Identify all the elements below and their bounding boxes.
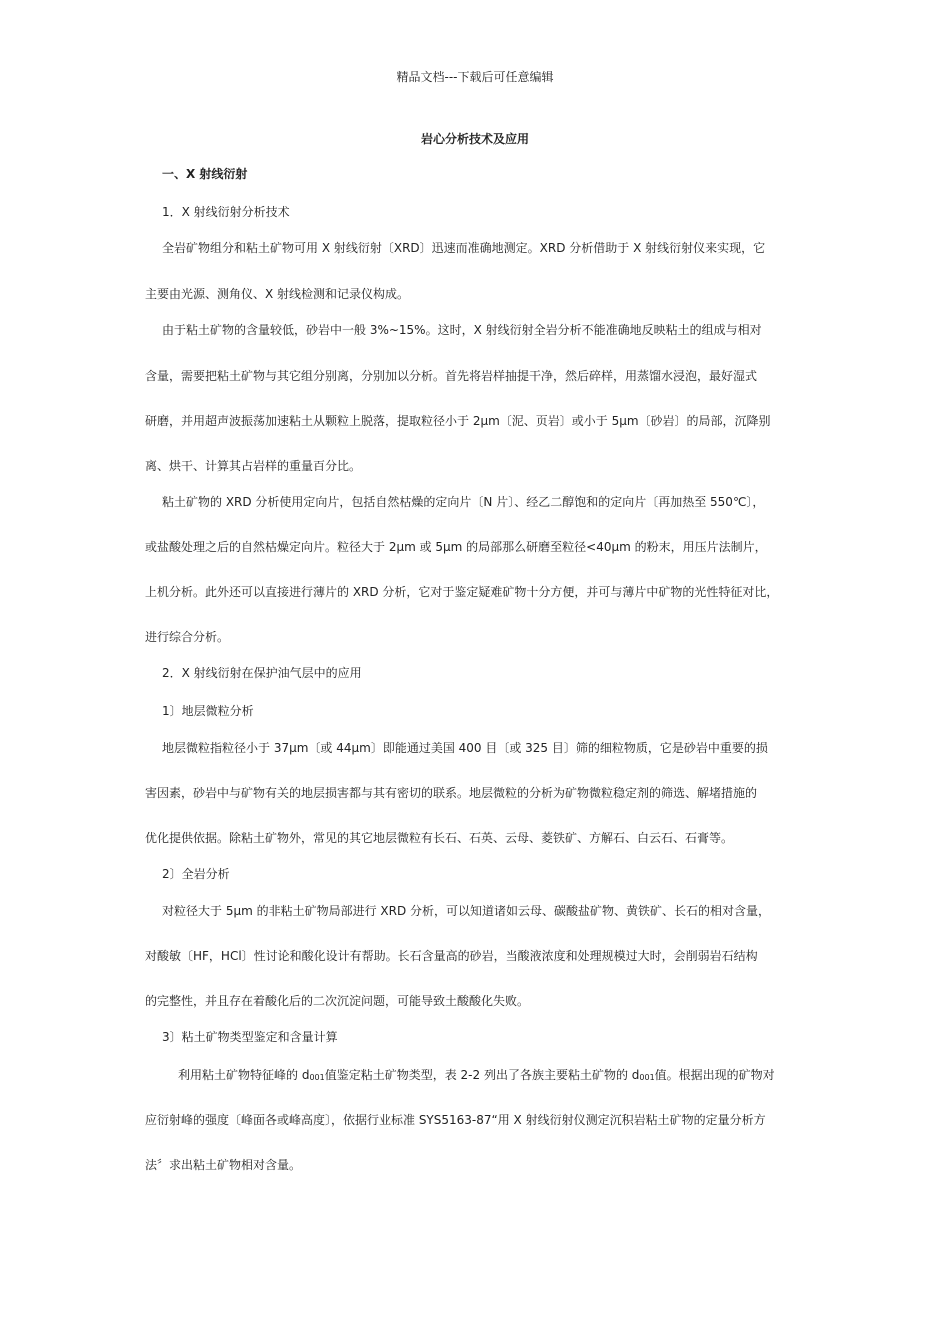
paragraph-6-line-1 xyxy=(178,1067,775,1086)
paragraph-2-line-3: 研磨，并用超声波振荡加速粘土从颗粒上脱落，提取粒径小于 2μm〔泥、页岩〕或小于 5μm〔砂岩〕的局部，沉降别 xyxy=(145,414,771,428)
paragraph-6-line-3: 法〞求出粘土矿物相对含量。 xyxy=(145,1158,302,1172)
document-title: 岩心分析技术及应用 xyxy=(420,132,529,146)
paragraph-6-text-a: 利用粘土矿物特征峰的 d xyxy=(178,1068,310,1082)
subsection-heading-1: 1．X 射线衍射分析技术 xyxy=(162,205,290,219)
paragraph-3-line-4: 进行综合分析。 xyxy=(145,630,230,644)
section-heading-1: 一、X 射线衍射 xyxy=(162,167,248,181)
paragraph-1-line-1: 全岩矿物组分和粘土矿物可用 X 射线衍射〔XRD〕迅速而准确地测定。XRD 分析借助于 X 射线衍射仪来实现，它 xyxy=(162,241,766,255)
paragraph-4-line-3: 优化提供依据。除粘土矿物外，常见的其它地层微粒有长石、石英、云母、菱铁矿、方解石、白云石、石膏等。 xyxy=(145,831,734,845)
paragraph-5-line-2: 对酸敏〔HF，HCl〕性讨论和酸化设计有帮助。长石含量高的砂岩，当酸液浓度和处理规模过大时，会削弱岩石结构 xyxy=(145,949,758,963)
subsection-heading-2: 2．X 射线衍射在保护油气层中的应用 xyxy=(162,666,362,680)
paragraph-5-line-1: 对粒径大于 5μm 的非粘土矿物局部进行 XRD 分析，可以知道诸如云母、碳酸盐矿物、黄铁矿、长石的相对含量， xyxy=(162,904,771,918)
paragraph-6-text-c: 值。根据出现的矿物对 xyxy=(654,1068,775,1082)
paragraph-3-line-3: 上机分析。此外还可以直接进行薄片的 XRD 分析，它对于鉴定疑难矿物十分方便，并可与薄片中矿物的光性特征对比， xyxy=(145,585,779,599)
d001-subscript-2: 001 xyxy=(639,1073,655,1082)
paragraph-3-line-1: 粘土矿物的 XRD 分析使用定向片，包括自然枯燥的定向片〔N 片〕、经乙二醇饱和的定向片〔再加热至 550℃〕， xyxy=(162,495,765,509)
paragraph-4-line-2: 害因素，砂岩中与矿物有关的地层损害都与其有密切的联系。地层微粒的分析为矿物微粒稳定剂的筛选、解堵措施的 xyxy=(145,786,758,800)
paragraph-4-line-1: 地层微粒指粒径小于 37μm〔或 44μm〕即能通过美国 400 目〔或 325 目〕筛的细粒物质，它是砂岩中重要的损 xyxy=(162,741,768,755)
d001-subscript-1: 001 xyxy=(309,1073,325,1082)
paragraph-2-line-1: 由于粘土矿物的含量较低，砂岩中一般 3%~15%。这时，X 射线衍射全岩分析不能准确地反映粘土的组成与相对 xyxy=(162,323,762,337)
paragraph-2-line-2: 含量，需要把粘土矿物与其它组分别离，分别加以分析。首先将岩样抽提干净，然后碎样，用蒸馏水浸泡，最好湿式 xyxy=(145,369,758,383)
page-header: 精品文档---下载后可任意编辑 xyxy=(396,70,554,84)
paragraph-5-line-3: 的完整性，并且存在着酸化后的二次沉淀问题，可能导致土酸酸化失败。 xyxy=(145,994,530,1008)
paragraph-6-text-b: 值鉴定粘土矿物类型，表 2-2 列出了各族主要粘土矿物的 d xyxy=(324,1068,640,1082)
paragraph-1-line-2: 主要由光源、测角仪、X 射线检测和记录仪构成。 xyxy=(145,287,410,301)
subsection-heading-2-2: 2〕全岩分析 xyxy=(162,867,230,881)
paragraph-2-line-4: 离、烘干、计算其占岩样的重量百分比。 xyxy=(145,459,362,473)
paragraph-3-line-2: 或盐酸处理之后的自然枯燥定向片。粒径大于 2μm 或 5μm 的局部那么研磨至粒径<40μm 的粉末，用压片法制片， xyxy=(145,540,767,554)
subsection-heading-2-3: 3〕粘土矿物类型鉴定和含量计算 xyxy=(162,1030,338,1044)
paragraph-6-line-2: 应衍射峰的强度〔峰面各或峰高度〕，依据行业标准 SYS5163-87“用 X 射线衍射仪测定沉积岩粘土矿物的定量分析方 xyxy=(145,1113,766,1127)
subsection-heading-2-1: 1〕地层微粒分析 xyxy=(162,704,254,718)
